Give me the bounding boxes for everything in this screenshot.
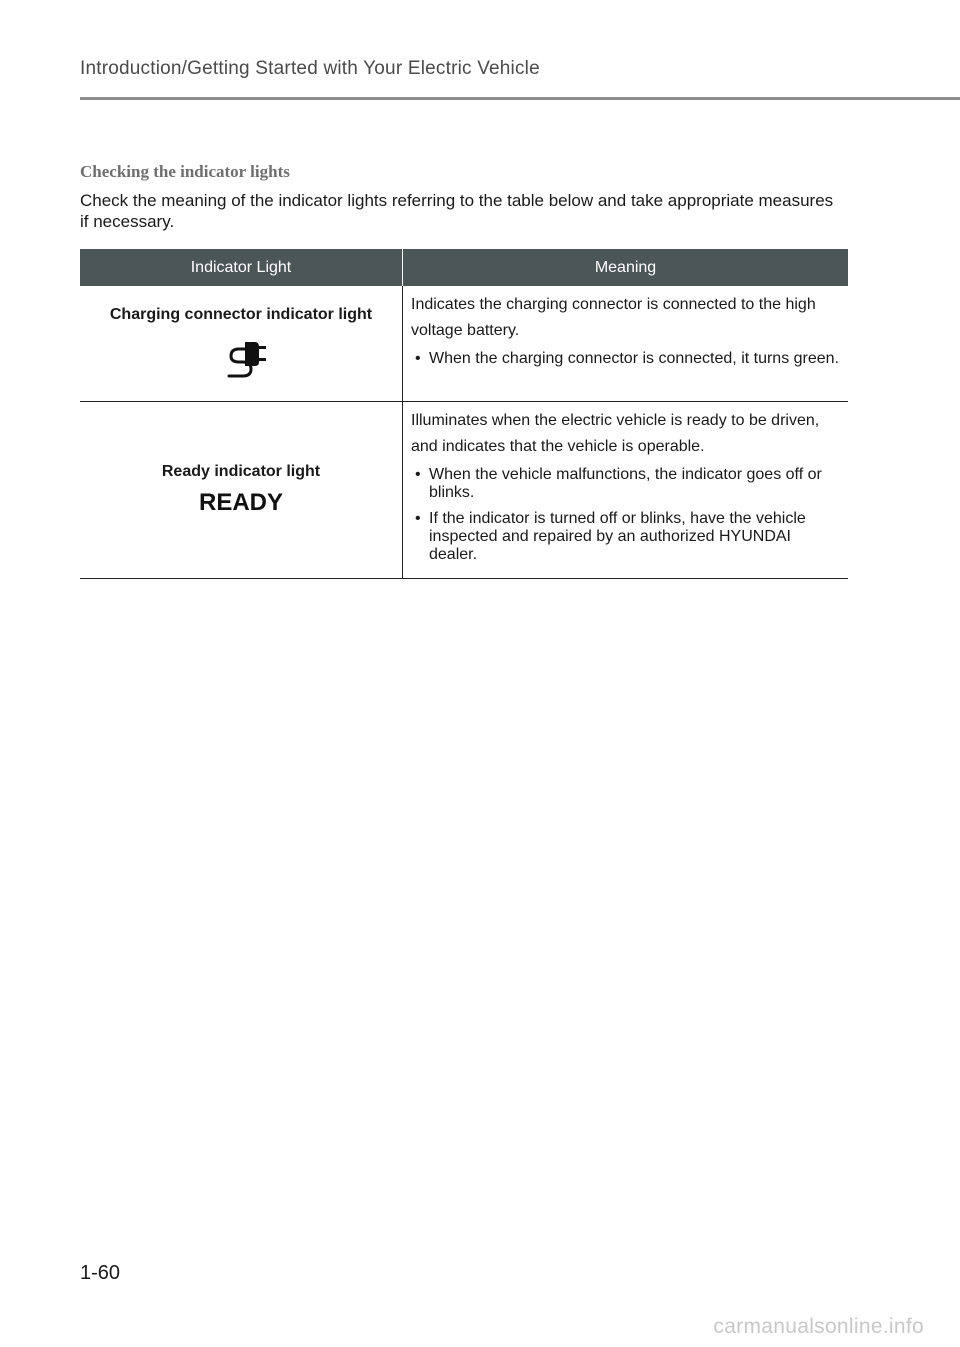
indicator-table: [80, 249, 848, 579]
header-indicator-light: Indicator Light: [80, 249, 403, 286]
meaning-text: Illuminates when the electric vehicle is ready to be driven, and indicates that the vehicle is operable.: [411, 412, 820, 455]
table-row: [80, 286, 848, 402]
ready-icon: READY: [198, 489, 283, 516]
meaning-bullets: [411, 350, 842, 368]
page-number: 1-60: [80, 1262, 121, 1284]
intro-paragraph: Check the meaning of the indicator lights referring to the table below and take appropriate measures if necessary.: [80, 191, 834, 231]
meaning-text: Indicates the charging connector is connected to the high voltage battery.: [411, 296, 816, 339]
table-row: [80, 402, 848, 579]
meaning-bullets: [411, 466, 842, 564]
list-item: • If the indicator is turned off or blinks, have the vehicle inspected and repaired by an authorized HYUNDAI dealer.: [411, 510, 842, 564]
watermark: carmanualsonline.info: [713, 1315, 924, 1338]
meaning-cell: [403, 402, 849, 579]
header-divider: [80, 97, 960, 100]
list-item: • When the vehicle malfunctions, the indicator goes off or blinks.: [411, 466, 842, 502]
header-meaning: Meaning: [403, 249, 849, 286]
indicator-label: Charging connector indicator light: [109, 305, 373, 323]
section-title: Checking the indicator lights: [80, 162, 290, 181]
meaning-cell: [403, 286, 849, 402]
indicator-label: Ready indicator light: [161, 463, 321, 480]
charging-plug-icon: [211, 338, 271, 382]
indicator-cell: [80, 286, 403, 402]
indicator-cell: [80, 402, 403, 579]
running-header: Introduction/Getting Started with Your Electric Vehicle: [80, 58, 540, 79]
list-item: • When the charging connector is connected, it turns green.: [411, 350, 842, 368]
